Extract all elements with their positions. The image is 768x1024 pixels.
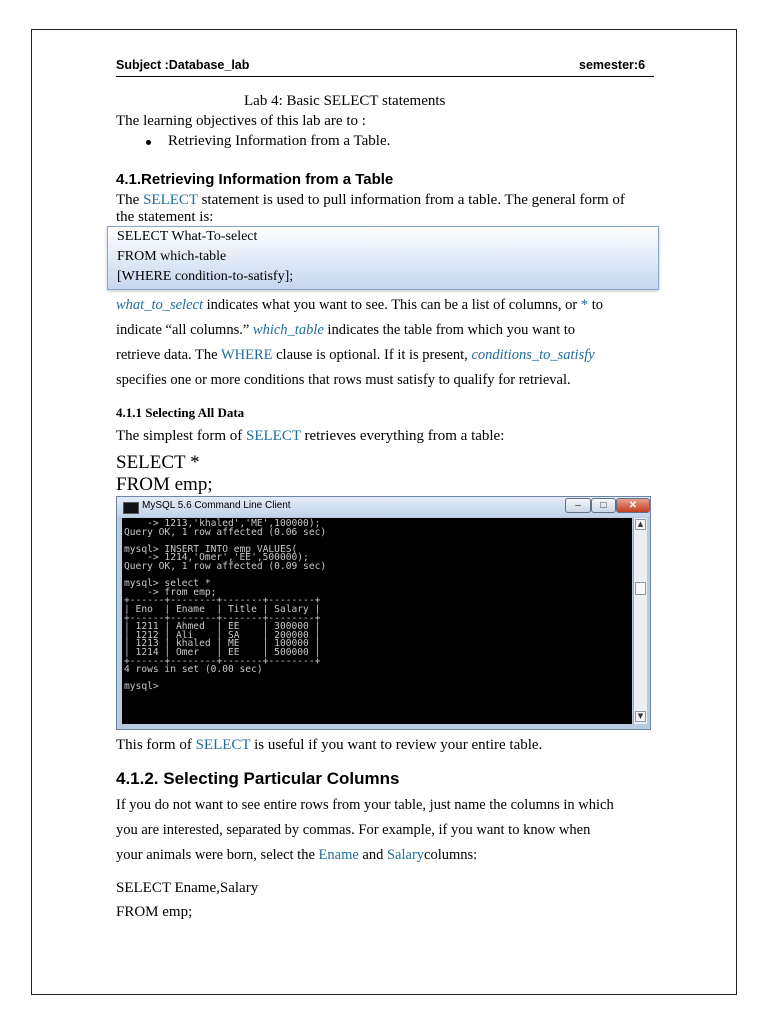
maximize-button[interactable]: □ — [591, 498, 616, 513]
explain-line4: specifies one or more conditions that rows must satisfy to qualify for retrieval. — [116, 372, 571, 388]
terminal-app-icon — [123, 502, 139, 514]
syntax-line-from: FROM which-table — [117, 249, 227, 264]
scroll-up-icon[interactable]: ▲ — [635, 519, 646, 530]
mysql-terminal-window — [116, 496, 651, 730]
lab-title: Lab 4: Basic SELECT statements — [244, 93, 446, 109]
minimize-button[interactable]: – — [565, 498, 591, 513]
section-4-1-1-paragraph: The simplest form of SELECT retrieves everything from a table: — [116, 428, 505, 444]
scroll-down-icon[interactable]: ▼ — [635, 711, 646, 722]
section-4-1-paragraph-line2: the statement is: — [116, 209, 214, 225]
terminal-titlebar[interactable] — [117, 497, 650, 517]
terminal-output-area[interactable] — [122, 518, 632, 724]
bullet-icon — [146, 140, 151, 145]
after-terminal-text: This form of SELECT is useful if you want to review your entire table. — [116, 737, 543, 753]
header-rule — [116, 76, 654, 77]
keyword-select: SELECT — [143, 192, 198, 208]
code-from-emp: FROM emp; — [116, 474, 213, 495]
syntax-box — [107, 226, 659, 290]
explain-line3: retrieve data. The WHERE clause is optional. If it is present, conditions_to_satisfy — [116, 347, 595, 363]
terminal-title: MySQL 5.6 Command Line Client — [142, 500, 291, 511]
section-heading-4-1-1: 4.1.1 Selecting All Data — [116, 405, 245, 420]
terminal-scrollbar[interactable] — [633, 518, 647, 724]
header-semester: semester:6 — [579, 58, 646, 72]
code-select-columns: SELECT Ename,Salary — [116, 880, 259, 896]
section-4-1-2-line3: your animals were born, select the Ename and Salarycolumns: — [116, 847, 478, 863]
syntax-line-where: [WHERE condition-to-satisfy]; — [117, 269, 294, 284]
code-select-all: SELECT * — [116, 452, 200, 473]
section-heading-4-1: 4.1.Retrieving Information from a Table — [116, 171, 394, 188]
terminal-output-text: -> 1213,'khaled','ME',100000); Query OK, 1 row affected (0.06 sec) mysql> INSERT INTO emp VALUES( -> 1214,'Omer','EE',500000); Query OK, 1 row affected (0.09 sec) mysql> select * -> from emp; +------+--------+-------+--------+ | Eno | Ename | Title | Salary | +------+--------+-------+--------+ | 1211 | Ahmed | EE | 300000 | | 1212 | Ali | SA | 200000 | | 1213 | khaled | ME | 100000 | | 1214 | Omer | EE | 500000 | +------+--------+-------+--------+ 4 rows in set (0.00 sec) mysql> — [124, 518, 327, 693]
explain-line2: indicate “all columns.” which_table indicates the table from which you want to — [116, 322, 576, 338]
objective-item: Retrieving Information from a Table. — [168, 133, 391, 149]
code-from-emp-2: FROM emp; — [116, 904, 193, 920]
explain-line1: what_to_select indicates what you want to see. This can be a list of columns, or * to — [116, 297, 604, 313]
section-heading-4-1-2: 4.1.2. Selecting Particular Columns — [116, 769, 400, 788]
scroll-thumb[interactable] — [635, 582, 646, 595]
objectives-intro: The learning objectives of this lab are to : — [116, 113, 366, 129]
section-4-1-2-line2: you are interested, separated by commas. For example, if you want to know when — [116, 822, 591, 838]
header-subject: Subject :Database_lab — [116, 58, 250, 72]
close-button[interactable]: ✕ — [616, 498, 650, 513]
syntax-line-select: SELECT What-To-select — [117, 229, 258, 244]
section-4-1-2-line1: If you do not want to see entire rows from your table, just name the columns in which — [116, 797, 614, 813]
section-4-1-paragraph-line1: The SELECT statement is used to pull information from a table. The general form of — [116, 192, 625, 208]
